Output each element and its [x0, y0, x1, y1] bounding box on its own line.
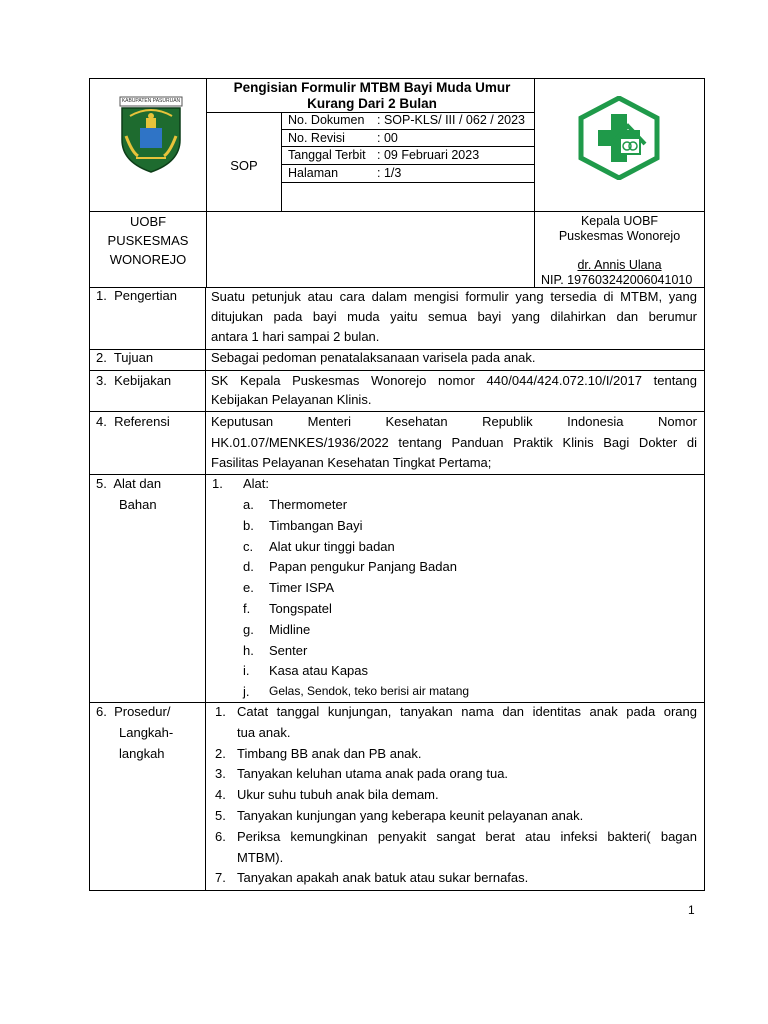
meta-key-rev: No. Revisi: [288, 131, 345, 145]
alat-item-text: Gelas, Sendok, teko berisi air matang: [269, 684, 470, 698]
signer-title-1: Kepala UOBF: [580, 214, 659, 228]
label-prosedur-1: 6. Prosedur/: [96, 704, 171, 719]
meta-key-doc: No. Dokumen: [288, 113, 365, 127]
meta-val-doc: : SOP-KLS/ III / 062 / 2023: [377, 113, 525, 127]
prosedur-step-text: MTBM).: [237, 850, 284, 865]
meta-line-4: [281, 182, 535, 183]
alat-item-letter: g.: [243, 622, 254, 637]
alat-item-letter: e.: [243, 580, 254, 595]
referensi-line-2: HK.01.07/MENKES/1936/2022 tentang Panduan Praktik Klinis Bagi Dokter di: [211, 435, 697, 450]
alat-item-letter: c.: [243, 539, 254, 554]
prosedur-step-number: 2.: [215, 746, 226, 761]
prosedur-step-number: 6.: [215, 829, 226, 844]
alat-number: 1.: [212, 476, 223, 491]
prosedur-step-number: 1.: [215, 704, 226, 719]
alat-item-text: Papan pengukur Panjang Badan: [269, 559, 457, 574]
pengertian-line-2: ditujukan pada bayi muda yaitu semua bayi yang dilahirkan dan berumur: [211, 309, 697, 324]
pengertian-line-3: antara 1 hari sampai 2 bulan.: [211, 329, 380, 344]
signer-title-2: Puskesmas Wonorejo: [558, 229, 681, 243]
alat-item-text: Midline: [269, 622, 311, 637]
sop-divider: [281, 112, 282, 211]
prosedur-step-text: Tanyakan keluhan utama anak pada orang tua.: [237, 766, 509, 781]
sop-label: SOP: [230, 158, 258, 173]
prosedur-step-number: 5.: [215, 808, 226, 823]
alat-item-letter: d.: [243, 559, 254, 574]
prosedur-step-number: 7.: [215, 870, 226, 885]
document-title: Pengisian Formulir MTBM Bayi Muda Umur Kurang Dari 2 Bulan: [233, 80, 511, 111]
prosedur-step-text: Tanyakan kunjungan yang keberapa keunit pelayanan anak.: [237, 808, 584, 823]
meta-val-rev: : 00: [377, 131, 398, 145]
alat-item-text: Thermometer: [269, 497, 348, 512]
alat-item-letter: a.: [243, 497, 254, 512]
tujuan-line-1: Sebagai pedoman penatalaksanaan varisela pada anak.: [211, 350, 536, 365]
kebijakan-line-1: SK Kepala Puskesmas Wonorejo nomor 440/044/424.072.10/I/2017 tentang: [211, 373, 697, 388]
table-border-left: [89, 78, 90, 891]
prosedur-step-text: tua anak.: [237, 725, 291, 740]
table-border-right: [704, 78, 705, 891]
regency-crest-logo: [110, 96, 192, 176]
header-divider-left: [206, 78, 207, 287]
signer-name: dr. Annis Ulana: [577, 258, 662, 272]
meta-key-page: Halaman: [288, 166, 339, 180]
label-tujuan: 2. Tujuan: [96, 350, 154, 365]
meta-val-page: : 1/3: [377, 166, 402, 180]
page-number: 1: [688, 903, 695, 917]
health-cross-logo: [578, 96, 660, 180]
alat-item-text: Timbangan Bayi: [269, 518, 363, 533]
label-alat-2: Bahan: [119, 497, 157, 512]
referensi-line-1: Keputusan Menteri Kesehatan Republik Indonesia Nomor: [211, 414, 697, 429]
prosedur-step-text: Periksa kemungkinan penyakit sangat berat atau infeksi bakteri( bagan: [237, 829, 697, 844]
alat-item-letter: b.: [243, 518, 254, 533]
prosedur-step-text: Tanyakan apakah anak batuk atau sukar bernafas.: [237, 870, 529, 885]
org-line-3: WONOREJO: [109, 252, 187, 267]
label-prosedur-3: langkah: [119, 746, 165, 761]
meta-val-date: : 09 Februari 2023: [377, 148, 480, 162]
table-border-top: [89, 78, 705, 79]
label-pengertian: 1. Pengertian: [96, 288, 177, 303]
table-border-bottom: [89, 890, 705, 891]
label-prosedur-2: Langkah-: [119, 725, 174, 740]
body-column-divider: [205, 287, 206, 891]
alat-item-text: Senter: [269, 643, 308, 658]
prosedur-step-text: Ukur suhu tubuh anak bila demam.: [237, 787, 439, 802]
alat-item-text: Alat ukur tinggi badan: [269, 539, 395, 554]
alat-item-letter: i.: [243, 663, 250, 678]
label-alat-1: 5. Alat dan: [96, 476, 162, 491]
meta-key-date: Tanggal Terbit: [288, 148, 366, 162]
alat-item-text: Tongspatel: [269, 601, 332, 616]
prosedur-step-number: 4.: [215, 787, 226, 802]
alat-item-text: Timer ISPA: [269, 580, 335, 595]
prosedur-step-text: Timbang BB anak dan PB anak.: [237, 746, 422, 761]
prosedur-step-text: Catat tanggal kunjungan, tanyakan nama dan identitas anak pada orang: [237, 704, 697, 719]
alat-item-letter: j.: [243, 684, 250, 699]
org-line-2: PUSKESMAS: [107, 233, 189, 248]
kebijakan-line-2: Kebijakan Pelayanan Klinis.: [211, 392, 372, 407]
referensi-line-3: Fasilitas Pelayanan Kesehatan Tingkat Pertama;: [211, 455, 492, 470]
label-kebijakan: 3. Kebijakan: [96, 373, 172, 388]
alat-item-letter: h.: [243, 643, 254, 658]
crest-banner-text: KABUPATEN PASURUAN: [121, 98, 181, 104]
alat-item-letter: f.: [243, 601, 251, 616]
label-referensi: 4. Referensi: [96, 414, 170, 429]
signer-nip: NIP. 197603242006041010: [541, 273, 693, 287]
org-line-1: UOBF: [129, 214, 167, 229]
pengertian-line-1: Suatu petunjuk atau cara dalam mengisi formulir yang tersedia di MTBM, yang: [211, 289, 697, 304]
alat-heading: Alat:: [243, 476, 270, 491]
alat-item-text: Kasa atau Kapas: [269, 663, 369, 678]
prosedur-step-number: 3.: [215, 766, 226, 781]
